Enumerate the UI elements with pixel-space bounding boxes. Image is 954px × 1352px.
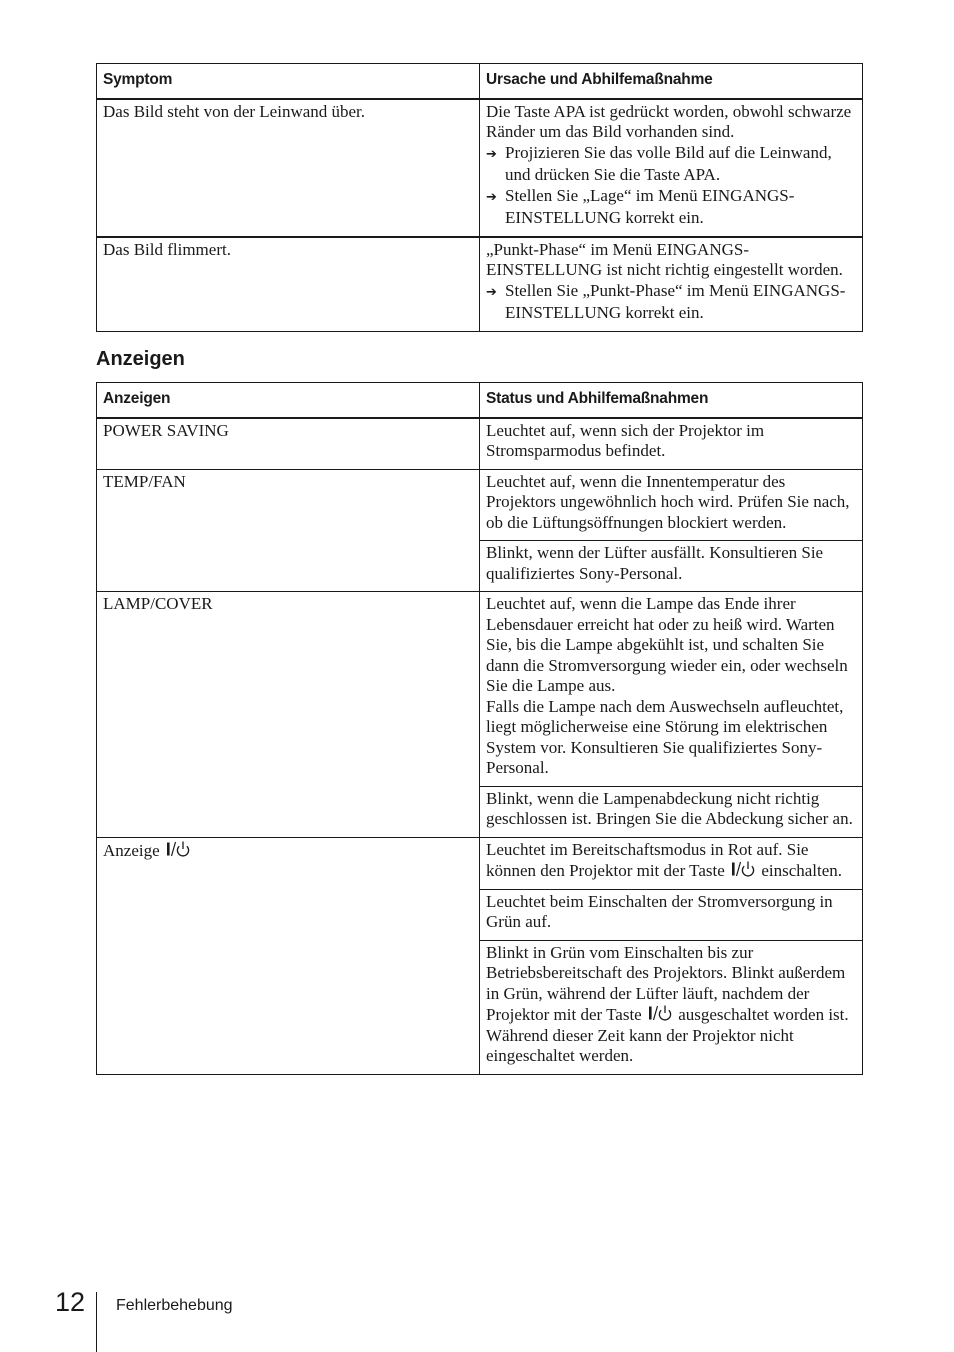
footer-section-label: Fehlerbehebung (116, 1297, 233, 1314)
table-row (97, 418, 863, 470)
remedy-text: Stellen Sie „Punkt-Phase“ im Menü EINGANGS-EINSTELLUNG korrekt ein. (505, 280, 846, 322)
status-text: Leuchtet auf, wenn die Lampe das Ende ihrer Lebensdauer erreicht hat oder zu heiß wird. Warten Sie, bis die Lampe abgekühlt ist, und schalten Sie dann die Stromversorgung wieder ein, oder wechseln Sie die Lampe aus. (486, 594, 848, 695)
indicator-table-header (97, 383, 863, 418)
status-text: ausgeschaltet worden ist. Während dieser Zeit kann der Projektor nicht eingeschaltet werden. (486, 1005, 849, 1065)
table-row (97, 99, 863, 237)
cause-cell (480, 237, 863, 332)
indicator-label: Anzeige (103, 840, 160, 860)
indicator-label: POWER SAVING (97, 418, 480, 470)
table-row (97, 469, 863, 541)
status-text: Leuchtet im Bereitschaftsmodus in Rot auf. Sie können den Projektor mit der Taste (486, 839, 809, 880)
table-row (97, 237, 863, 332)
status-text: Blinkt in Grün vom Einschalten bis zur Betriebsbereitschaft des Projektors. Blinkt außerdem in Grün, während der Lüfter läuft, nachdem der Projektor mit der Taste (486, 942, 846, 1024)
status-cell (480, 837, 863, 889)
remedy-text: Projizieren Sie das volle Bild auf die Leinwand, und drücken Sie die Taste APA. (505, 142, 832, 184)
status-cell: Blinkt, wenn der Lüfter ausfällt. Konsultieren Sie qualifiziertes Sony-Personal. (480, 541, 863, 592)
cause-cell (480, 99, 863, 237)
indicator-label: TEMP/FAN (97, 469, 480, 592)
indicator-label: LAMP/COVER (97, 592, 480, 838)
indicator-table (96, 382, 863, 1075)
col-indicator: Anzeigen (97, 383, 480, 418)
on-standby-icon (646, 1004, 674, 1022)
footer-divider (96, 1292, 97, 1352)
symptom-table (96, 63, 863, 332)
on-standby-icon (729, 860, 757, 878)
status-cell: Leuchtet auf, wenn sich der Projektor im Stromsparmodus befindet. (480, 418, 863, 470)
arrow-right-icon: ➔ (486, 189, 497, 205)
section-title: Anzeigen (96, 348, 185, 370)
symptom-table-header (97, 64, 863, 99)
status-cell: Leuchtet beim Einschalten der Stromversorgung in Grün auf. (480, 889, 863, 940)
table-row (97, 837, 863, 889)
indicator-label-cell (97, 837, 480, 1074)
status-cell (480, 940, 863, 1074)
status-text: Falls die Lampe nach dem Auswechseln aufleuchtet, liegt möglicherweise eine Störung im elektrischen System vor. Konsultieren Sie qualifiziertes Sony-Personal. (486, 696, 844, 777)
cause-text: „Punkt-Phase“ im Menü EINGANGS-EINSTELLUNG ist nicht richtig eingestellt worden. (486, 239, 843, 279)
on-standby-icon (164, 840, 192, 858)
arrow-right-icon: ➔ (486, 146, 497, 162)
page-number: 12 (55, 1287, 86, 1317)
col-cause: Ursache und Abhilfemaßnahme (480, 64, 863, 99)
arrow-right-icon: ➔ (486, 284, 497, 300)
symptom-cell: Das Bild flimmert. (97, 237, 480, 332)
cause-text: Die Taste APA ist gedrückt worden, obwohl schwarze Ränder um das Bild vorhanden sind. (486, 101, 852, 141)
remedy-item (486, 281, 854, 324)
remedy-item (486, 186, 854, 229)
status-cell: Leuchtet auf, wenn die Innentemperatur des Projektors ungewöhnlich hoch wird. Prüfen Sie nach, ob die Lüftungsöffnungen blockiert werden. (480, 469, 863, 541)
remedy-text: Stellen Sie „Lage“ im Menü EINGANGS-EINSTELLUNG korrekt ein. (505, 185, 795, 227)
remedy-item (486, 143, 854, 186)
col-status: Status und Abhilfemaßnahmen (480, 383, 863, 418)
table-row (97, 592, 863, 787)
symptom-cell: Das Bild steht von der Leinwand über. (97, 99, 480, 237)
status-cell: Blinkt, wenn die Lampenabdeckung nicht richtig geschlossen ist. Bringen Sie die Abdeckung sicher an. (480, 786, 863, 837)
status-cell (480, 592, 863, 787)
status-text: einschalten. (761, 861, 843, 880)
col-symptom: Symptom (97, 64, 480, 99)
